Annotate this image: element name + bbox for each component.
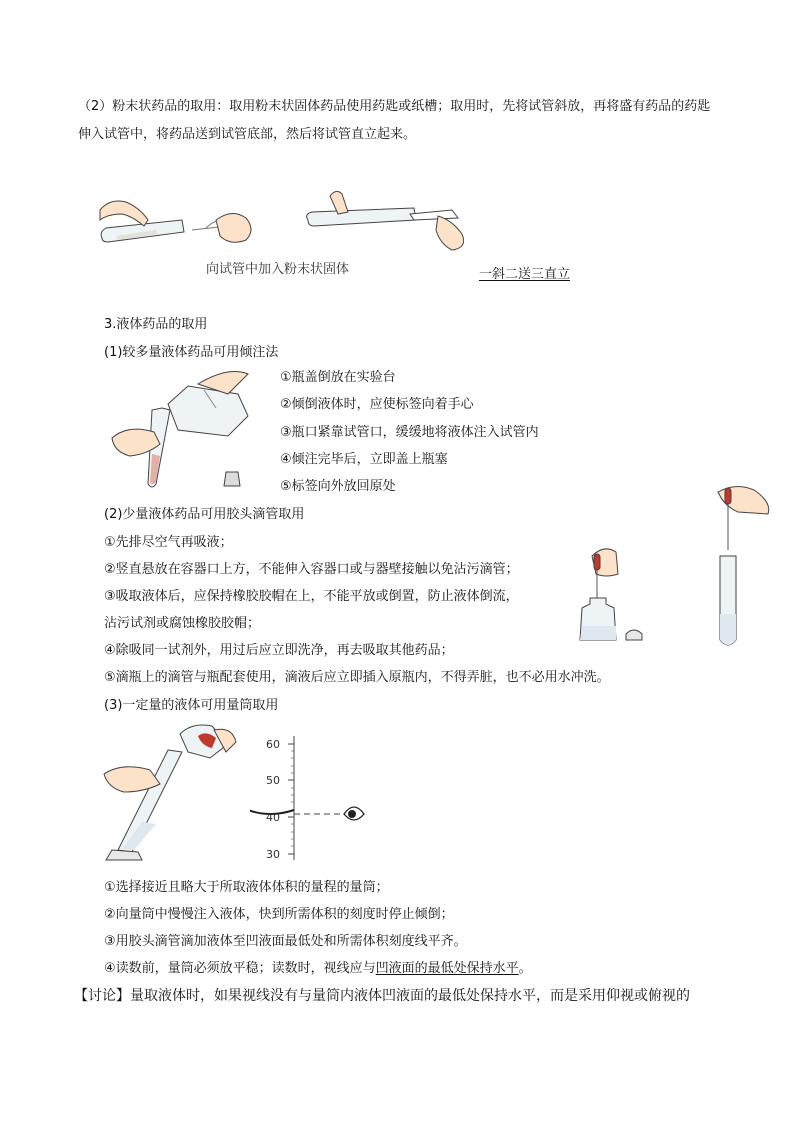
- dropper-heading: (2)少量液体药品可用胶头滴管取用: [104, 507, 305, 522]
- pour-method-heading: (1)较多量液体药品可用倾注法: [104, 345, 279, 360]
- cylinder-step-2: ②向量筒中慢慢注入液体，快到所需体积的刻度时停止倾倒；: [104, 907, 454, 922]
- dropper-step-3: ③吸取液体后，应保持橡胶胶帽在上，不能平放或倒置，防止液体倒流，: [104, 589, 519, 604]
- dropper-step-1: ①先排尽空气再吸液；: [104, 535, 233, 550]
- scale-label-60: 60: [266, 738, 280, 751]
- cylinder-heading: (3)一定量的液体可用量筒取用: [104, 698, 279, 713]
- pour-step-5: ⑤标签向外放回原处: [280, 479, 396, 494]
- eye-icon: [344, 807, 364, 820]
- cylinder-step-1: ①选择接近且略大于所取液体体积的量程的量筒；: [104, 880, 389, 895]
- dropper-bottle-illustration: [576, 546, 658, 646]
- dropper-step-5: ⑤滴瓶上的滴管与瓶配套使用，滴液后应立即插入原瓶内，不得弄脏，也不必用水冲洗。: [104, 670, 610, 685]
- pouring-illustration: [108, 364, 278, 496]
- pour-step-2: ②倾倒液体时，应使标签向着手心: [280, 397, 474, 412]
- cylinder-step-4-prefix: ④读数前，量筒必须放平稳；读数时，视线应与: [104, 961, 376, 976]
- cylinder-pouring-illustration: [102, 722, 242, 866]
- cylinder-reading-diagram: [250, 730, 380, 864]
- dropper-step-3-continued: 沾污试剂或腐蚀橡胶胶帽；: [104, 616, 261, 631]
- discussion-paragraph: [74, 986, 690, 1006]
- pour-step-1: ①瓶盖倒放在实验台: [280, 370, 396, 385]
- scale-label-30: 30: [266, 848, 280, 861]
- dropper-step-2: ②竖直悬放在容器口上方，不能伸入容器口或与器壁接触以免沾污滴管；: [104, 562, 519, 577]
- pour-step-4: ④倾注完毕后，立即盖上瓶塞: [280, 452, 448, 467]
- scale-label-50: 50: [266, 774, 280, 787]
- scale-label-40: 40: [266, 811, 280, 824]
- cylinder-step-4-suffix: 。: [518, 961, 532, 976]
- powder-paragraph-line-2: 伸入试管中，将药品送到试管底部，然后将试管直立起来。: [78, 127, 417, 142]
- pour-step-3: ③瓶口紧靠试管口，缓缓地将液体注入试管内: [280, 425, 539, 440]
- powder-paragraph-line-1: （2）粉末状药品的取用：取用粉末状固体药品使用药匙或纸槽；取用时，先将试管斜放，再将盛有药品的药匙: [78, 99, 711, 114]
- cylinder-step-3: ③用胶头滴管滴加液体至凹液面最低处和所需体积刻度线平齐。: [104, 934, 467, 949]
- powder-mnemonic: 一斜二送三直立: [479, 267, 571, 282]
- cylinder-step-4: [104, 960, 532, 978]
- liquid-section-heading: 3.液体药品的取用: [104, 317, 208, 332]
- cylinder-step-4-highlight: 凹液面的最低处保持水平: [375, 961, 519, 976]
- discussion-tag: 【讨论】: [74, 988, 130, 1004]
- dropper-step-4: ④除吸同一试剂外，用过后应立即洗净，再去吸取其他药品；: [104, 643, 454, 658]
- discussion-text: 量取液体时，如果视线没有与量筒内液体凹液面的最低处保持水平，而是采用仰视或俯视的: [130, 988, 690, 1004]
- powder-figure-caption: 向试管中加入粉末状固体: [206, 262, 350, 277]
- powder-addition-illustration: [96, 190, 476, 256]
- dropper-test-tube-illustration: [710, 484, 780, 650]
